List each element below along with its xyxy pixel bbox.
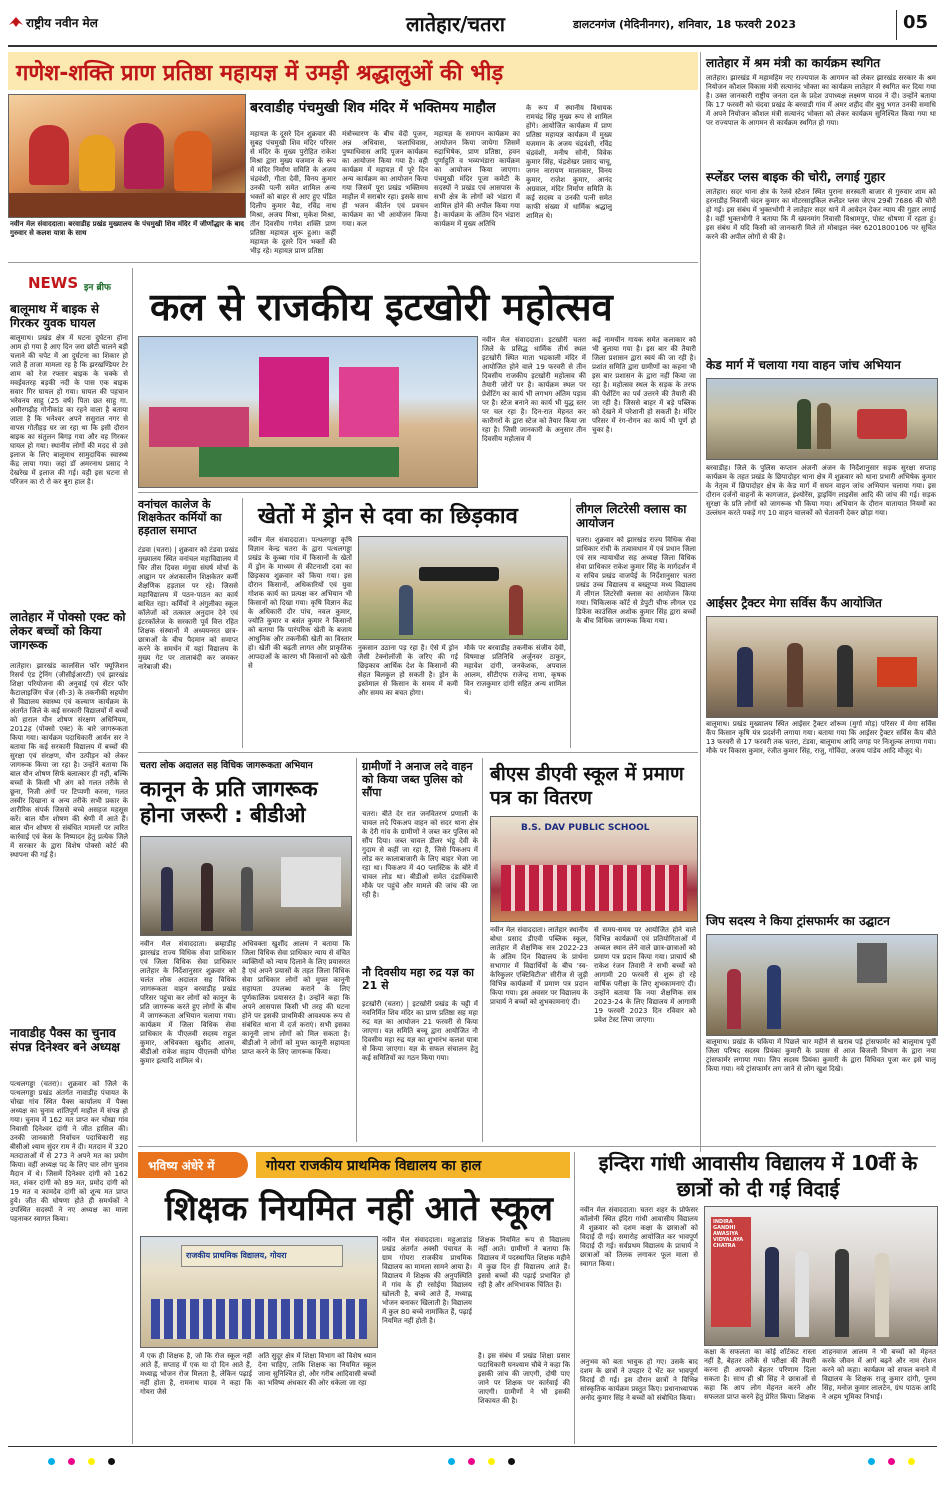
jnv-c1: नवीन मेल संवाददाता। चतरा शहर के प्रोफेसर कॉलोनी स्थित इंदिरा गांधी आवासीय विद्यालय में शुक्रवार को दशम कक्षा के छात्राओं को विदाई दी गई। समारोह आयोजित कर भावपूर्ण विदाई दी गई। सर्वप्रथम विद्यालय के प्राचार्य ने छात्राओं को तिलक लगाकर फूल माला से स्वागत किया। — [580, 1206, 698, 1268]
vanachal-headline: वनांचल कालेज के शिक्षकेतर कर्मियों का हड़ताल समाप्त — [138, 498, 222, 537]
left-t3: पत्थलगड्डा (चतरा)। शुक्रवार को जिले के पत्थलगड्डा प्रखंड अंतर्गत नावाडीह पंचायत के चोखा गांव स्थित पैक्स कार्यालय में पैक्स अध्यक्ष का चुनाव शांतिपूर्ण माहौल में संपन्न हो गया। चुनाव में 162 मत प्राप्त कर चोखा गांव निवासी दिनेश्वर दांगी ने जीत हासिल की। उनकी जानकारी निर्वाचन पदाधिकारी सह बीसीओ श्याम सुंदर राम ने दी। मतदान में 320 मतदाताओं में से 273 ने अपने मत का प्रयोग किया। वहीं अध्यक्ष पद के लिए चार लोग चुनाव मैदान में थे। जिसमें दिनेश्वर दांगी को 162 मत, शंकर दांगी को 89 मत, प्रमोद दांगी को 19 मत व कामदेव दांगी को शून्य मत प्राप्त हुये। जीत की घोषणा होते ही समर्थकों ने उपस्थित सदस्यों ने नए अध्यक्ष का माला पहनाकर स्वागत किया। — [10, 1080, 128, 1223]
goyra-c4: अति सुदूर क्षेत्र में शिक्षा विभाग को विशेष ध्यान देना चाहिए, ताकि शिक्षक का नियमित स्कूल जाना सुनिश्चित हो, और गरीब आदिवासी बच्चों का भविष्य अंधकार की ओर धकेला जा रहा — [258, 1352, 376, 1387]
drone-headline: खेतों में ड्रोन से दवा का छिड़काव — [258, 504, 518, 529]
dav-headline: बीएस डीएवी स्कूल में प्रमाण पत्र का वितरण — [490, 763, 684, 809]
kanoon-photo — [140, 836, 352, 936]
lead-headline: गणेश-शक्ति प्राण प्रतिष्ठा महायज्ञ में उमड़ी श्रद्धालुओं की भीड़ — [16, 61, 504, 86]
masthead — [8, 6, 937, 46]
brand-name: राष्ट्रीय नवीन मेल — [26, 16, 98, 30]
dav-c1: नवीन मेल संवाददाता। लातेहार स्थानीय बोधा प्रसाद डीएवी पब्लिक स्कूल, लातेहार में शैक्षणिक सत्र 2022-23 के अंतिम दिन विद्यालय के प्रार्थना सभागार में विद्यार्थियों के बीच 'स्व-केरिकुलर एक्टिविटीज' सीरीज से जुड़ी विभिन्न कार्यक्रमों में प्रमाण पत्र प्रदान किया गया। इस अवसर पर विद्यालय के प्राचार्य ने बच्चों को शुभकामनाएं दी। — [490, 926, 588, 1006]
mahotsav-photo — [138, 336, 478, 488]
news-brief-tag — [8, 272, 126, 296]
drone-c2: नुकसान उठाना पड़ रहा है। ऐसे में ड्रोन जैसी टेक्नोलॉजी के जरिए की गई छिड़काव आर्थिक देश के किसानों की सेहत बिलकुल हो सकती है। ड्रोन के इस्तेमाल से किसान के समय में कमी और समय का बचत होगा। — [358, 644, 458, 697]
goyra-c3: में एक ही शिक्षक है, जो कि रोज स्कूल नहीं आते हैं, सप्ताह में एक या दो दिन आते हैं, मध्याह्न भोजन रोज मिलता है, लेकिन पढ़ाई नहीं होता है, रामनाथ यादव ने कहा कि गोयरा जैसे — [140, 1352, 252, 1396]
left-t2: लातेहार। झारखंड कालसिल फॉर फ्यूजिशन रिसर्च एंड ट्रेनिंग (जीसीईआरटी) एवं झारखंड शिक्षा परियोजना की अनुवाई एवं सेंटर फॉर कैटालाइजिंग चेंज (सी-3) के तकनीकी सहयोग से विद्यालय स्वास्थ्य एवं कल्याण कार्यक्रम के अंतर्गत जिले के कई सरकारी विद्यालयों में बच्चों को हाराल यौन शोषण संरक्षण अधिनियम, 2012ह (पोक्सो एक्ट) के बारे जागरूकता किया गया। कार्यक्रम पदाधिकारी आर्यन सर ने बताया कि कई सरकारी विद्यालय में बच्चों की सुरक्षा एवं संरक्षण, यौन उत्पीड़न को लेकर जागरूक किया जा रहा है। उन्होंने बताया कि बाल यौन शोषण सिर्फ बलात्कार ही नहीं, बल्कि बच्चों के किसी भी अंग को गलत तरीके से छूना, निजी अंगों पर टिप्पणी करना, गलत तस्वीर दिखाना व अन्य तरीके सभी प्रकार के शारीरिक संपर्क जिससे बच्चे असहज महसूस करें। बाल यौन शोषण की श्रेणी में आते हैं। बाल यौन शोषण से संबंधित मामलों पर त्वरित कार्रवाई एवं केस के निष्पादन हेतु प्रत्येक जिले में सरकार के द्वारा विशेष पोक्सो कोर्ट की स्थापना की गई है। — [10, 662, 128, 859]
lead-col-4: महायज्ञ के समापन कार्यक्रम का आयोजन किया जायेगा जिसमें रुद्राभिषेक, प्राण प्रतिष्ठा, हवन पूर्णाहुति व भव्यभंडारा कार्यक्रम का आयोजन किया जाएगा। पंचमुखी मंदिर पूजा कमेटी के सदस्यों ने प्रखंड एवं आसपास के सभी क्षेत्र के लोगों को भंडारा में शामिल होने की अपील किया गया है। कार्यक्रम के अंतिम दिन भंडारा कार्यक्रम में मुख्य अतिथि — [434, 130, 520, 228]
legal-text: चतरा। शुक्रवार को झारखंड राज्य विधिक सेवा प्राधिकार रांची के तत्वावधान में एवं प्रधान जिला एवं सत्र न्यायाधीश सह अध्यक्ष जिला विधिक सेवा प्राधिकार राकेश कुमार सिंह के मार्गदर्शन में व सचिव प्रखंड वाजपेई के निर्देशानुसार चतरा प्रखंड उच्च विद्यालय व बख्तूप्पा मध्य विद्यालय में लीगल लिटरेसी क्लास का आयोजन किया गया। चिकित्सक कॉर्ट से डेपुटी चीफ लीगल एड डिफेंस काउंसिल अशोक कुमार सिंह द्वारा बच्चों के बीच विधिक जागरूक किया गया। — [576, 536, 696, 625]
goyra-photo — [140, 1236, 378, 1348]
jnv-c3: कक्षा के सफलता का कोई शॉर्टकट रास्ता नहीं है, बेहतर तरीके से परीक्षा की तैयारी करना ही आपको बेहतर परिणाम दिला सकता है। साथ ही श्री सिंह ने छात्राओं से कहा कि आप लोग मेहनत करने और सफलता प्राप्त करने हेतु प्रेरित किया। शिक्षक — [704, 1348, 816, 1401]
jnv-banner: INDIRA GANDHI AWASIYA VIDYALAYA CHATRA — [713, 1219, 744, 1249]
tractor-text: बालूमाथ। प्रखंड मुख्यालय स्थित आईसर ट्रैक्टर शोरूम (मुर्गा मोड़) परिसर में मेगा सर्विस कैंप किसान कृषि यंत्र प्रदर्शनी लगाया गया। बताया गया कि आईसर ट्रैक्टर सर्विस कैंप बीते 13 फरवरी से 17 फरवरी तक चतरा, टंडवा, बालूमाथ आदि जगह पर निःशुल्क लगाया गया। मौके पर विकास कुमार, रंजीत कुमार सिंह, राजु, गोविंदा, अजय पांडेय आदि मौजूद थे। — [706, 720, 936, 755]
lead-col-2: महायज्ञ के दूसरे दिन शुक्रवार की सुबह पंचमुखी शिव मंदिर परिसर से मंदिर के मुख्य पुरोहित राकेश मिश्रा द्वारा मुख्य यजमान के रूप में मंदिर निर्माण समिति के अजय चंद्रवंशी, गीता देवी, विनय कुमार उनकी पत्नी समेत शामिल अन्य भक्तों को बाहर से आए हुए पंडित दिलीप कुमार वैद्य, रविंद्र नाथ मिश्रा, अजय मिश्रा, मुकेश मिश्रा, — [250, 130, 336, 218]
jnv-c4: शाहनवाज आलम ने भी बच्चों को मेहनत करके जीवन में आगे बढ़ने और नाम रोशन करने को कहा। कार्यक्रम को सफल बनाने में विद्यालय के शिक्षक राजू कुमार दांगी, पूनम सिंह, मनोज कुमार लालटेन, ग्रंथ पाठक आदि ने अहम भूमिका निभाई। — [822, 1348, 936, 1401]
bike-theft-text: लातेहार। सदर थाना क्षेत्र के रेलवे स्टेशन स्थित पुराना सरस्वती बाजार से गुरुवार शाम को हरनाडीह निवासी चंदन कुमार का मोटरसाइकिल स्प्लेंडर प्लस जेएच 29बी 7686 की चोरी हो गई। इस संबंध में भुक्तभोगी ने लातेहार सदर थाने में आवेदन देकर न्याय की गुहार लगाई है। वहीं भुक्तभोगी ने बताया कि मैं ख्यनमांग निवासी विश्रामपुर, पोस्ट धोषणा में रहता हूं। इस संबंध में यदि किसी को जानकारी मिले तो मोबाइल नंबर 6201800106 पर सूचित करने की अपील लोगों से की है। — [706, 188, 936, 241]
registration-marks — [8, 1458, 937, 1470]
left-h2: लातेहार में पोक्सो एक्ट को लेकर बच्चों को किया जागरूक — [10, 610, 126, 652]
dav-c2: से समय-समय पर आयोजित होने वाले विभिन्न कार्यक्रमों एवं प्रतियोगिताओं में अव्वल स्थान लेने वाले छात्र-छात्राओं को प्रमाण पत्र प्रदान किया गया। प्राचार्य श्री राकेश रंजन तिवारी ने सभी बच्चों को आगामी 20 फरवरी से शुरू हो रहे वार्षिक परीक्षा के लिए शुभकामनाएं दी। उन्होंने बताया कि नया शैक्षणिक सत्र 2023-24 के लिए विद्यालय में आगामी 19 फरवरी 2023 दिन रविवार को प्रवेश टेस्ट लिया जाएगा। — [594, 926, 696, 1024]
goyra-banner-left: भविष्य अंधेरे में — [138, 1152, 248, 1178]
kanoon-headline: कानून के प्रति जागरूक होना जरूरी : बीडीओ — [140, 777, 318, 827]
jnv-photo — [704, 1206, 938, 1346]
jnv-c2: अनुभव को बता भावुक हो गए। उसके बाद दशम के छात्रों ने उपहार दे भेंट कर भावपूर्ण विदाई दी गई। इस दौरान छात्रों ने विभिन्न सांस्कृतिक कार्यक्रम प्रस्तुत किए। प्रधानाध्यापक अनोद कुमार सिंह ने बच्चों को संबोधित किया। — [580, 1358, 698, 1402]
bike-theft-headline: स्प्लेंडर प्लस बाइक की चोरी, लगाई गुहार — [706, 170, 886, 184]
section-title: लातेहार/चतरा — [406, 12, 505, 36]
left-h1: बालूमाथ में बाइक से गिरकर युवक घायल — [10, 302, 99, 330]
jip-photo — [706, 934, 938, 1036]
anaj-t2: इटखोरी (चतरा) | इटखोरी प्रखंड के चट्टी में नवनिर्मित शिव मंदिर का प्राण प्रतिष्ठा सह महा रुद्र यज्ञ का आयोजन 21 फरवरी से किया जाएगा। यज्ञ समिति बच्चू द्वारा आयोजित नौ दिवसीय महा रुद्र यज्ञ का शुभारंभ कलश यात्रा से किया जाएगा। यज्ञ के सफल संचालन हेतु कई समितियों का गठन किया गया। — [362, 1000, 478, 1062]
drone-c1: नवीन मेल संवाददाता। पत्थलगड्डा कृषि विज्ञान केन्द्र चतरा के द्वारा पत्थलगड्डा प्रखंड के कुब्बा गांव में किसानों के खेतों में ड्रोन के माध्यम से कीटनाशी दवा का छिड़काव शुक्रवार को किया गया। इस दौरान किसानों, अधिकारियों एवं युवा गोशक कार्य का प्रत्यक्ष कर अभियान भी किसानों को दिखा गया। कृषि विज्ञान केंद्र के अधिकारी दौर पांच, नवल कुमार, ज्योति कुमार व बसंत कुमार ने किसानों को बताया कि पारंपरिक खेती के बजाय आधुनिक और तकनीकी खेती का विस्तार हो। खेती की बढ़ती लागत और प्राकृतिक आपदाओं के कारण भी किसानों को खेती से — [248, 536, 352, 670]
jnv-headline: इन्दिरा गांधी आवासीय विद्यालय में 10वीं के छात्रों को दी गई विदाई — [598, 1151, 918, 1201]
lead-col-1: तीन दिवसीय गणेश शक्ति प्राण प्रतिष्ठा महायज्ञ शुरू हुआ। कहीं महायज्ञ के दूसरे दिन भक्तों की भीड़ रहे। महायज्ञ प्राण प्रतिष्ठा — [250, 220, 336, 255]
goyra-banner — [138, 1152, 570, 1178]
kanoon-kicker: चतरा लोक अदालत सह विधिक जागरूकता अभियान — [140, 761, 313, 771]
anaj-text: चतरा। बीते देर रात जनवितरण प्रणाली के चावल लदे पिकअप वाहन को सदर थाना क्षेत्र के देरी गांव के ग्रामीणों ने जब्त कर पुलिस को सौंप दिया। जब्त चावल डीलर भंडू देवी के गुदाम से कहीं जा रहा है, जिसे पिकअप में लोड कर कालाबाजारी के लिए बाहर भेजा जा रहा था। पिकअप में 40 प्लास्टिक के बोरे में चावल लोड था। बीडीओ समेत दंडाधिकारी मौके पर पहुंचे और मामले की जांच की जा रही है। — [362, 810, 478, 899]
dav-photo — [490, 816, 698, 922]
news-badge: NEWS — [28, 274, 79, 292]
lead-caption: नवीन मेल संवाददाता। बरवाडीह प्रखंड मुख्यालय के पंचमुखी शिव मंदिर में जीर्णोद्धार के बाद गुरुवार से कलश यात्रा के साथ — [10, 220, 244, 237]
legal-headline: लीगल लिटरेसी क्लास का आयोजन — [576, 502, 687, 530]
brand-logo-icon — [8, 14, 24, 28]
tractor-headline: आईसर ट्रैक्टर मेगा सर्विस कैंप आयोजित — [706, 596, 882, 610]
mahotsav-headline: कल से राजकीय इटखोरी महोत्सव — [150, 285, 613, 329]
left-t1: बालूमाथ। प्रखंड क्षेत्र में घटना दुर्घटना होना आम हो गया है आए दिन जरा छोटी चालने बड़ी चलाने की चपेट में आ दुर्घटना का शिकार हो जाते हैं ताजा मामला रह है कि झरखण्डियर टेर शाम को रेज रफ्तार बाइक के चक्के से मवईवतरह बड़की नदी के पास एक बाइक सवार गिर घायल हो गया। घायल की पहचान भरेवनय साहु (25 वर्ष) पिता छत साहु गा. अमीरगढ़ीह गोनीकांड का रहने वाला है बताया जाता है कि भनेश्वर अपने ससुराल नगर से वापस गोतीहड़ घर जा रहा था कि इसी दौरान बाइक का संतुलन बिगड़ गया और वह गिरकर घायल हो गया। स्थानीय लोगों की मदद से उसे इलाज के लिए बालूमाथ सामुदायिक स्वास्थ्य केंद्र लाया गया। जहां डॉ अमरनाथ प्रसाद ने देखरेख में इलाज की गई। वही इस घटना से परिजन का रो रो कर बुरा हाल है। — [10, 334, 128, 486]
goyra-banner-right: गोयरा राजकीय प्राथमिक विद्यालय का हाल — [256, 1152, 570, 1178]
lead-photo — [8, 94, 246, 218]
news-badge-sub: इन ब्रीफ — [84, 283, 111, 293]
drone-c3: मौके पर बरवाडीह तकनीक संजीव देवी, विषमाक्ष प्रतिनिधि अर्जुनवर ठाकुर, महावेश दांगी, जनकेशक, अपवाल आलम, सीटीएफ राजेन्द्र राणा, कृषक विन राजकुमार दांगी सहित अन्य शामिल थे। — [464, 644, 566, 697]
ked-text: बरवाडीह। जिले के पुलिस कप्तान अंजनी अंजन के निर्देशानुसार सड़क सुरक्षा सप्ताह कार्यक्रम के तहत प्रखंड के छिपादोहर थाना क्षेत्र में शुक्रवार को थाना प्रभारी अभिषेक कुमार के नेतृत्व में छिपादोहर क्षेत्र के केड मार्ग में सघन वाहन जांच अभियान चलाया गया। इस दौरान दर्जनों वाहनों के कागजात, इंश्योरेंस, ड्राइविंग लाइसेंस आदि की जांच की गई। सड़क सुरक्षा के प्रति लोगों को जागरूक भी किया गया। अभियान के दौरान यातायात नियमों का उल्लंघन करते पकड़े गए 10 वाहन चालकों को चेतावनी देकर छोड़ा गया। — [706, 464, 936, 517]
goyra-c2: शिक्षक नियमित रूप से विद्यालय नहीं आते। ग्रामीणों ने बताया कि विद्यालय में पदस्थापित शिक्षक महीने में कुछ दिन ही विद्यालय आते हैं। इससे बच्चों की पढ़ाई प्रभावित हो रही है और अभिभावक चिंतित हैं। — [478, 1236, 570, 1289]
ked-headline: केड मार्ग में चलाया गया वाहन जांच अभियान — [706, 358, 901, 372]
goyra-school-sign: राजकीय प्राथमिक विद्यालय, गोयरा — [186, 1251, 287, 1260]
jip-text: बालूमाथ। प्रखंड के चकिया में पिछले चार महीने से खराब पड़े ट्रांसफार्मर को बालूमाथ पूर्वी जिला परिषद सदस्य प्रियंका कुमारी के प्रयास से आज बिजली विभाग के द्वारा नया ट्रांसफार्मर लगाया गया। जिप सदस्य प्रियंका कुमारी के द्वारा विधिवत पूजा कर इसे चालू किया गया। नये ट्रांसफार्मर लग जाने से लोग खुश दिखे। — [706, 1038, 936, 1073]
goyra-headline: शिक्षक नियमित नहीं आते स्कूल — [165, 1189, 553, 1229]
anaj-headline: ग्रामीणों ने अनाज लदे वाहन को किया जब्त पुलिस को सौंपा — [362, 760, 473, 799]
lead-subhead: बरवाडीह पंचमुखी शिव मंदिर में भक्तिमय माहौल — [250, 100, 496, 116]
lead-headline-band — [8, 52, 698, 90]
ked-photo — [706, 378, 938, 460]
goyra-c1: नवीन मेल संवाददाता। महुआडांड़ प्रखंड अंतर्गत अक्सी पंचायत के ग्राम गोयरा राजकीय प्राथमिक विद्यालय का मामला सामने आया है। विद्यालय में शिक्षक की अनुपस्थिति में गांव के ही रसोईया विद्यालय खोलती है, बच्चे आते हैं, मध्याह्न भोजन बनाकर खिलाती है। विद्यालय में कुल 80 बच्चे नामांकित हैं, पढ़ाई नियमित नहीं होती है। — [382, 1236, 472, 1325]
jip-headline: जिप सदस्य ने किया ट्रांसफार्मर का उद्घाटन — [706, 914, 890, 928]
lead-col-5: के रूप में स्थानीय विधायक रामचंद्र सिंह मुख्य रूप से शामिल होंगे। आयोजित कार्यक्रम में प्राण प्रतिष्ठा महायज्ञ कार्यक्रम में मुख्य यजमान के अजय चंद्रवंशी, रविंद्र चंद्रवंशी, मनीष सोनी, विवेक कुमार सिंह, चंद्रशेखर प्रसाद चाचू, जगन नारायण मालाकार, विनय कुमार, राजेश कुमार, आनंद अग्रवाल, मंदिर निर्माण समिति के कई सदस्य व उनकी पत्नी समेत काफी संख्या में धार्मिक श्रद्धालु शामिल थे। — [526, 104, 612, 220]
kanoon-c1: नवीन मेल संवाददाता। ब्रम्हाडीह झारखंड राज्य विधिक सेवा प्राधिकार एवं जिला विधिक सेवा प्राधिकार लातेहार के निर्देशानुसार शुक्रवार को चलंत लोक अदालत सह विधिक जागरूकता वाहन बरवाडीह प्रखंड परिसर पहुंचा कर लोगों को कानून के प्रति जागरूक करते हुए लोगों के बीच में जागरूकता अभियान चलाया गया। कार्यक्रम में जिला विधिक सेवा प्राधिकार के पीएलवी सदस्य राहुल कुमार, अधिवक्ता खुशीद आलम, बीडीओ राकेश सहाय पीएलवी योगेश कुमार इत्यादि शामिल थे। — [140, 940, 236, 1065]
page-number: 05 — [903, 12, 929, 33]
shramik-text: लातेहार। झारखंड में महामहिम नए राज्यपाल के आगमन को लेकर झारखंड सरकार के श्रम नियोजन कौशल विकास मंत्री सत्यानंद भोक्ता का कार्यक्रम लातेहार में स्थगित कर दिया गया है। उक्त जानकारी राष्ट्रीय जनता दल के प्रदेश उपाध्यक्ष लक्ष्मण यादव ने दी। उन्होंने बताया कि 17 फरवरी को चंदवा प्रखंड के बरवाडी गांव में अमर शहीद वीर बुधु भगत उनकी समाधि में अपने नियोजन कौशल मंत्री सत्यानंद भोक्ता को लेकर कार्यक्रम सुनिश्चित किया गया था पर राज्यपाल के आगमन से कार्यक्रम स्थगित हो गया। — [706, 74, 936, 127]
drone-photo — [358, 536, 568, 640]
mahotsav-c1: नवीन मेल संवाददाता। इटखोरी चतरा जिले के प्रसिद्ध धार्मिक तीर्थ स्थल इटखोरी स्थित माता भद्रकाली मंदिर में आयोजित होने वाले 19 फरवरी से तीन दिवसीय राजकीय इटखोरी महोत्सव की तैयारी जोरों पर है। कार्यक्रम स्थल पर प्रेशेंटिंग का कार्य भी लगभग अंतिम पड़ाव पर है। स्टेज बनाने का कार्य भी युद्ध स्तर पर चल रहा है। दिन-रात मेहनत कर कारीगरों के द्वारा स्टेज को तैयार किया जा रहा है। जिसी जानकारी के अनुसार तीन दिवसीय महोत्सव में — [482, 336, 586, 443]
lead-col-3: मंत्रोच्चारण के बीच वेदी पूजन, अन्न अधिवास, फलाधिवास, पुष्पाधिवास आदि पूजन कार्यक्रम का आयोजन किया गया है। वही कार्यक्रम में महायज्ञ में पूरे दिन अन्य कार्यक्रम का आयोजन किया गया जिसमें पूरा प्रखंड भक्तिमय माहौल में सराबोर रहा। इसके साथ ही भजन कीर्तन एवं प्रवचन कार्यक्रम का भी आयोजन किया गया। कल — [342, 130, 428, 228]
kanoon-c2: अधिवक्ता खुर्शीद आलम ने बताया कि जिला विधिक सेवा प्राधिकार न्याय से वंचित व्यक्तियों को न्याय दिलाने के लिए प्रयासरत है एवं अपने प्रयासों के तहत जिला विधिक सेवा प्राधिकार लोगों को मुफ्त कानूनी सहायता उपलब्ध कराने के लिए पूर्णकालिक प्रयासरत है। उन्होंने कहा कि अपने आसपास किसी भी तरह की घटना होने पर इसकी प्राथमिकी आवश्यक रूप से संबंधित थाना में दर्ज कराएं। सभी इसका कानूनी लाभ लोगों को मिल सकता है। बीडीओ ने लोगों को मुफ्त कानूनी सहायता प्राप्त करने के लिए जागरूक किया। — [242, 940, 350, 1056]
goyra-c5: है। इस संबंध में प्रखंड शिक्षा प्रसार पदाधिकारी घनश्याम चौबे ने कहा कि इसकी जांच की जाएगी, दोषी पाए जाने पर शिक्षक पर कार्रवाई की जाएगी। ग्रामीणों ने भी इसकी शिकायत की है। — [478, 1352, 570, 1405]
left-h3: नावाडीह पैक्स का चुनाव संपन्न दिनेश्वर बने अध्यक्ष — [10, 1026, 120, 1054]
dateline: डालटनगंज (मेदिनीनगर), शनिवार, 18 फरवरी 2023 — [573, 18, 797, 31]
anaj-h2: नौ दिवसीय महा रुद्र यज्ञ का 21 से — [362, 966, 474, 992]
mahotsav-c2: कई नामचीन गायक समेत कलाकार को भी बुलाया गया है। इस बार की तैयारी जिला प्रशासन द्वारा स्वयं की जा रही है। प्रशांत समिति द्वारा ग्रामीणों का कहना भी इस बार प्रशासन के द्वारा नहीं किया जा रहा है। महोत्सव स्थल के सड़क के तरफ की पेशेंटिंग का पर्व उत्तरने की तैयारी की जा रही है। जिससे बाहर में बड़े पब्लिक को देखने में परेशानी हो सकती है। मंदिर परिसर में रंग-रोगन का कार्य भी पूर्ण हो चुका है। — [592, 336, 696, 434]
tractor-photo — [706, 616, 938, 718]
vanachal-text: टंडवा (चतरा) | शुक्रवार को टंडवा प्रखंड मुख्यालय स्थित वनांचल महाविद्यालय में चिर तीस दिवस मंगुवा संघर्ष मोर्चा के आह्वान पर अंशकालीन शिक्षकेतर कर्मी शैक्षणिक हड़ताल पर रहे। जिससे महाविद्यालय में पठन-पाठन का कार्य बाधित रहा। कर्मियों ने अंगुलीका स्कूल कॉलेजों को तत्काल अनुदान देने एवं इंटरकॉलेज के सरकारी पूर्व वित्त रहित शिक्षक संस्थानों में अध्ययनरत छात्र-छात्राओं के बीच पैदमान को समाप्त करने के समर्थन में यहां विद्यालय के मुख्य गेट पर तालाबंदी कर जमकर नारेबाजी की। — [138, 546, 238, 671]
dav-banner: B.S. DAV PUBLIC SCHOOL — [521, 823, 650, 833]
shramik-headline: लातेहार में श्रम मंत्री का कार्यक्रम स्थगित — [706, 56, 881, 70]
